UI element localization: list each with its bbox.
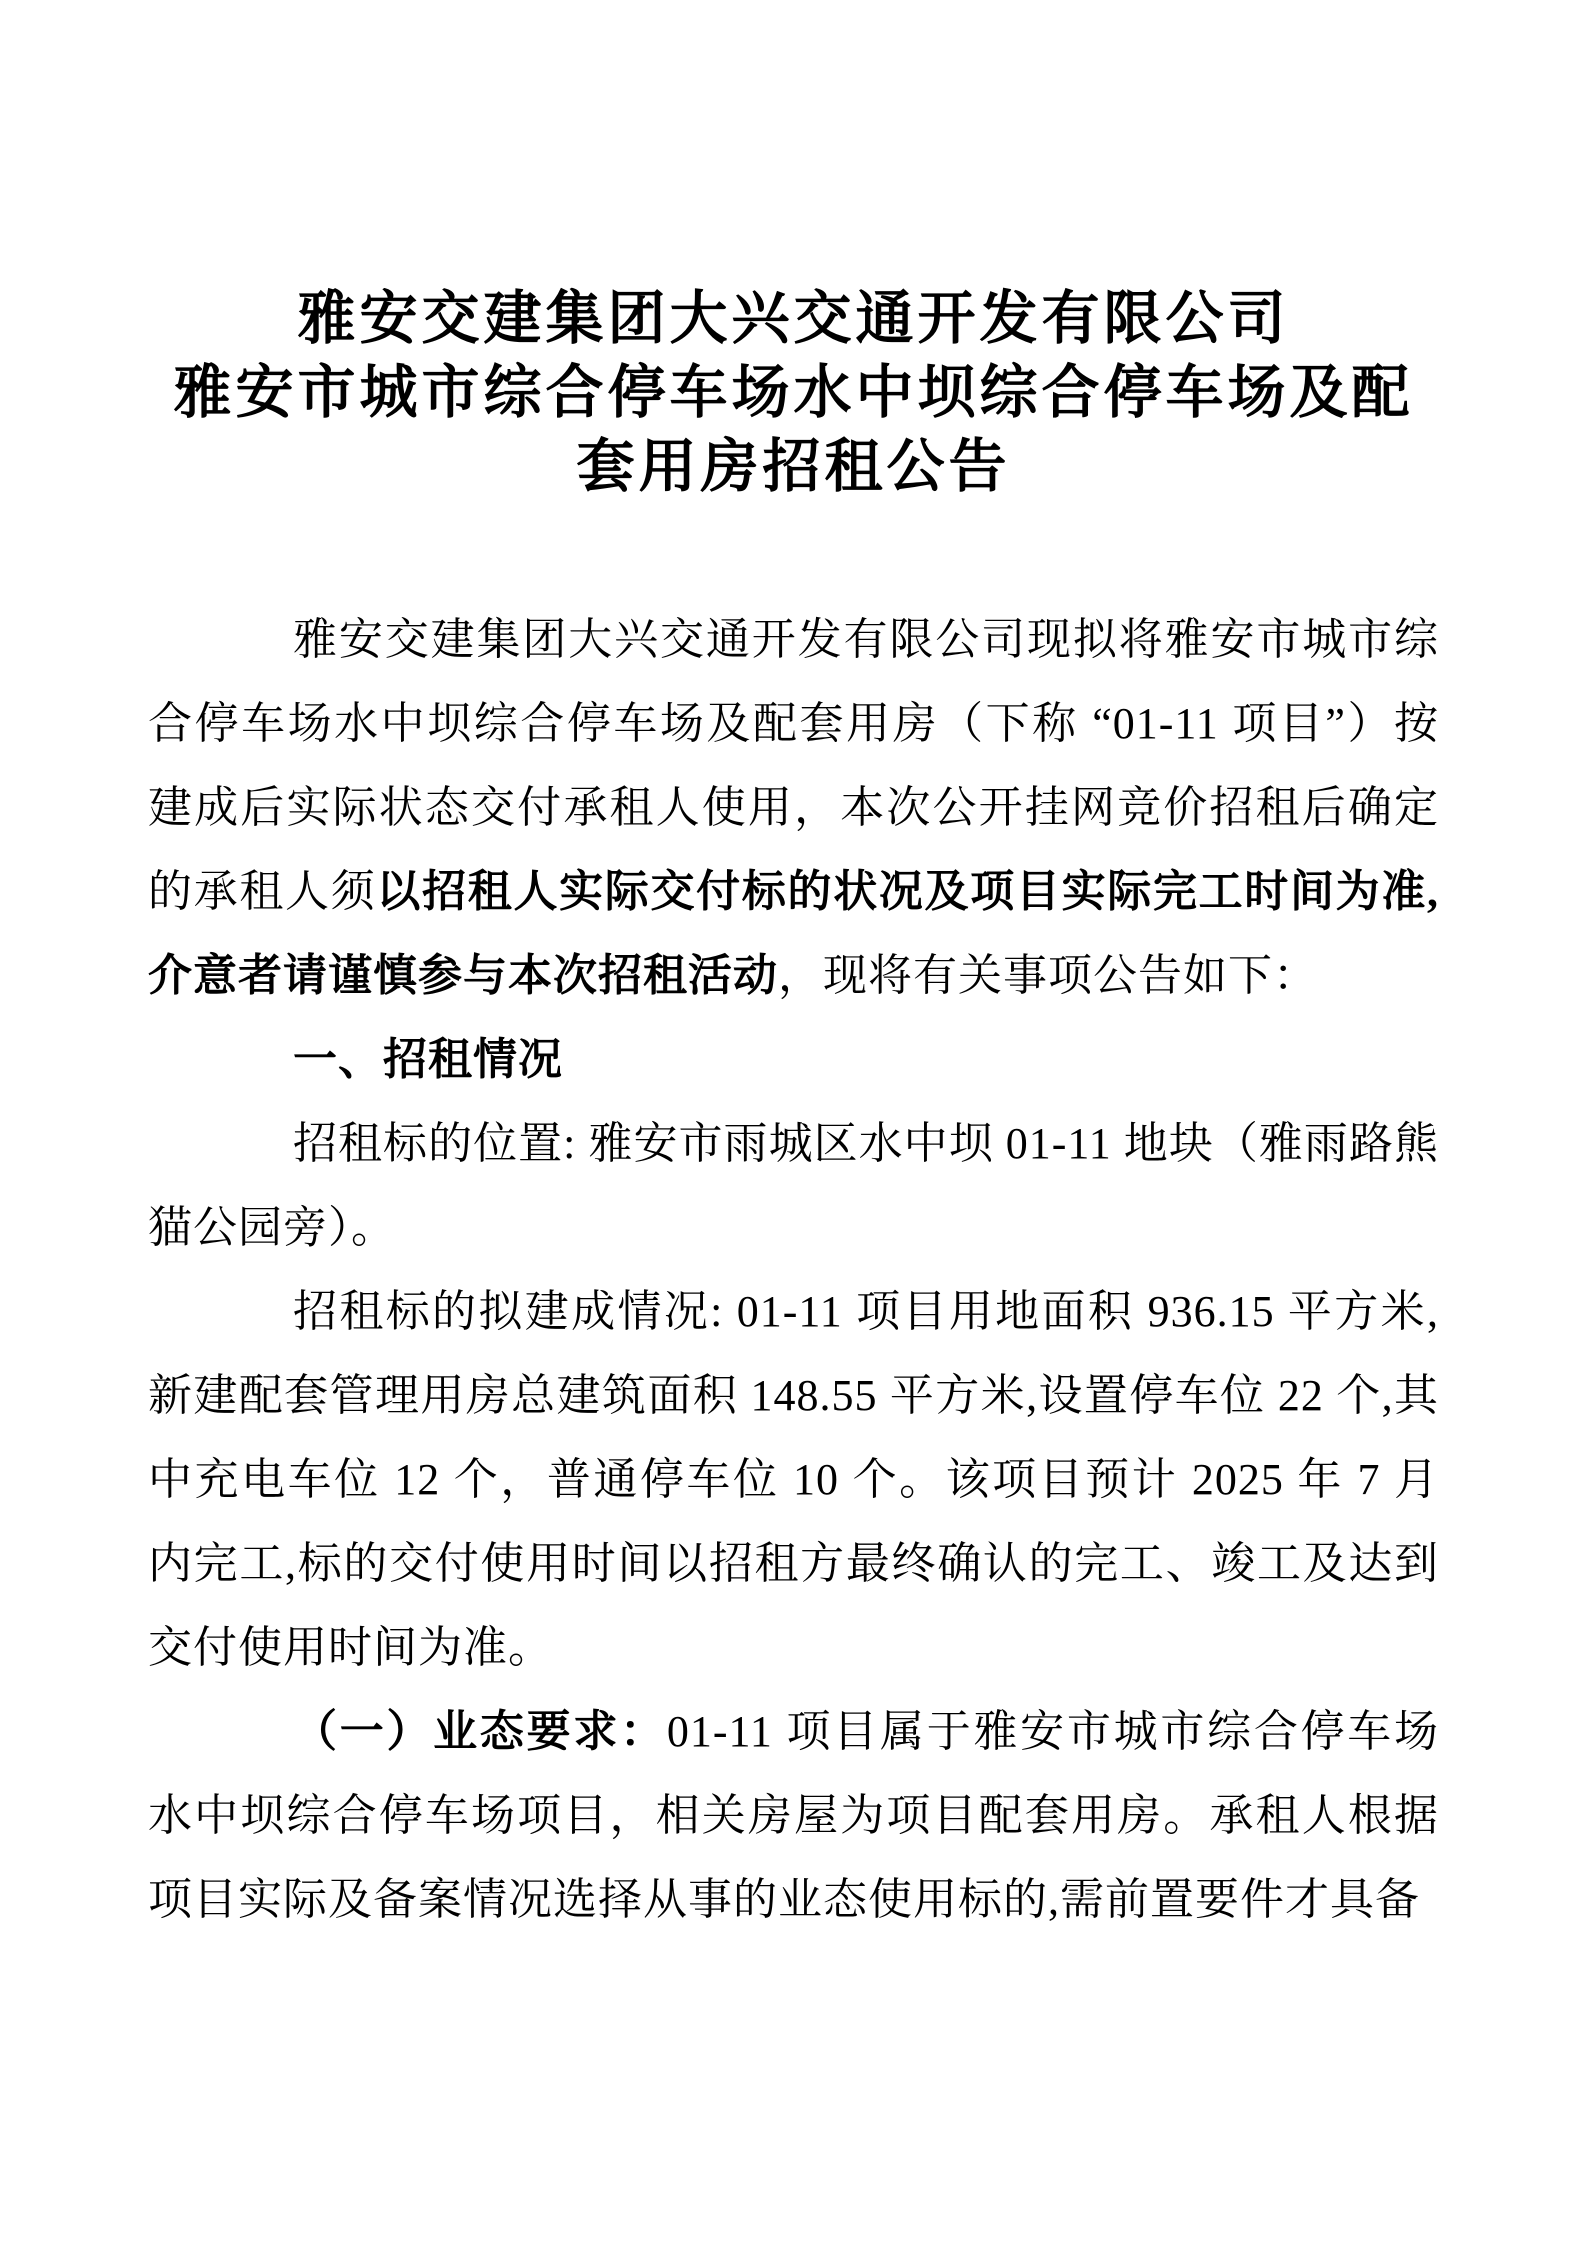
body-text: 雅安交建集团大兴交通开发有限公司现拟将雅安市城市综合停车场水中坝综合停车场及配套用房（下称 “01-11 项目”）按建成后实际状态交付承租人使用，本次公开挂网竞价招租后确定的承租人须: [148, 615, 1439, 916]
title-line: 雅安交建集团大兴交通开发有限公司: [297, 286, 1290, 351]
document-title: [148, 282, 1439, 504]
body-text: ，现将有关事项公告如下：: [778, 951, 1318, 1000]
emphasis-text: 以招租人实际交付标的状况及项目实际完工时间为准,介意者请谨慎参与本次招租活动: [148, 867, 1440, 1000]
document-body: [148, 598, 1439, 1942]
title-line: 套用房招租公告: [576, 434, 1011, 499]
body-text: 招租标的位置: 雅安市雨城区水中坝 01-11 地块（雅雨路熊猫公园旁）。: [148, 1119, 1439, 1252]
paragraph: [148, 598, 1439, 1018]
body-text: 招租标的拟建成情况: 01-11 项目用地面积 936.15 平方米, 新建配套管理用房总建筑面积 148.55 平方米,设置停车位 22 个,其中充电车位 12 个，普通停车位 10 个。该项目预计 2025 年 7 月内完工,标的交付使用时间以招租方最终确认的完工、竣工及达到交付使用时间为准。: [148, 1287, 1439, 1672]
paragraph: [148, 1690, 1439, 1942]
body-text: 01-11 项目属于雅安市城市综合停车场水中坝综合停车场项目，相关房屋为项目配套用房。承租人根据项目实际及备案情况选择从事的业态使用标的,需前置要件才具备: [148, 1707, 1439, 1924]
section-heading: [148, 1018, 1439, 1102]
title-line: 雅安市城市综合停车场水中坝综合停车场及配: [173, 360, 1414, 425]
paragraph: [148, 1102, 1439, 1270]
emphasis-text: （一）业态要求：: [293, 1707, 667, 1756]
paragraph: [148, 1270, 1439, 1690]
emphasis-text: 一、招租情况: [293, 1035, 563, 1084]
